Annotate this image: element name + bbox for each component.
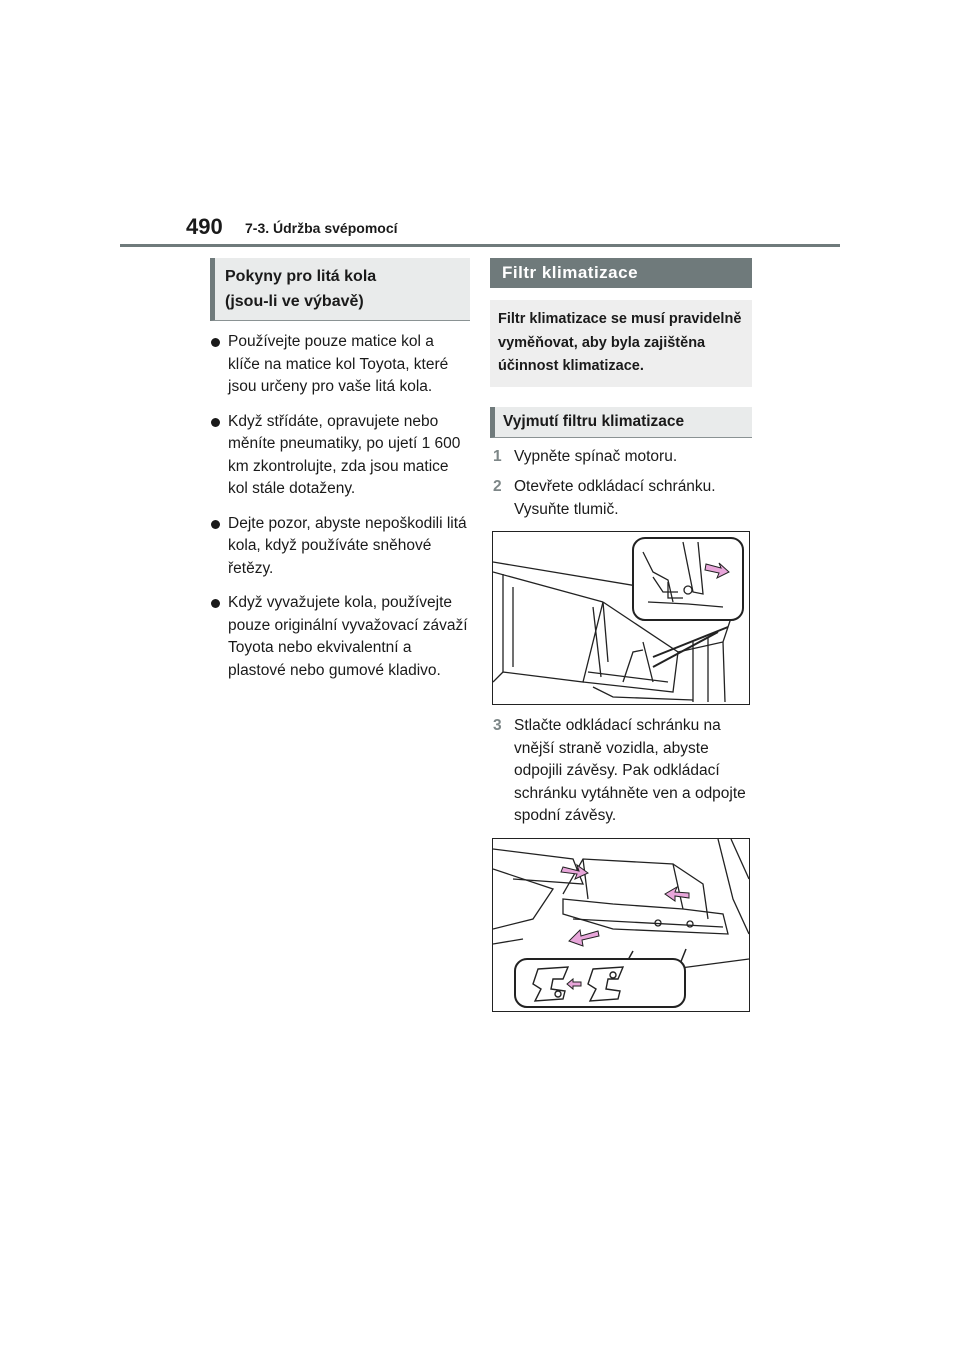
glovebox-removal-illustration <box>492 838 750 1012</box>
steps-list <box>490 446 752 1012</box>
heading-line-2: (jsou-li ve výbavě) <box>225 293 364 310</box>
step-text: Vypněte spínač motoru. <box>514 447 678 465</box>
page-number: 490 <box>186 214 223 239</box>
section-title: 7-3. Údržba svépomocí <box>245 220 398 236</box>
heading-line-1: Pokyny pro litá kola <box>225 268 377 285</box>
bullet-list <box>210 331 470 682</box>
step-item <box>490 476 752 521</box>
step-item <box>490 715 752 828</box>
step-number: 1 <box>493 447 502 465</box>
alloy-wheels-heading <box>210 258 470 321</box>
header-divider <box>120 244 840 247</box>
bullet-item: Používejte pouze matice kol a klíče na matice kol Toyota, které jsou určeny pro vaše litá kola. <box>210 331 470 399</box>
glovebox-damper-illustration <box>492 531 750 705</box>
left-column <box>210 258 470 694</box>
step-text: Otevřete odkládací schránku. Vysuňte tlumič. <box>514 478 716 518</box>
bullet-item: Když střídáte, opravujete nebo měníte pneumatiky, po ujetí 1 600 km zkontrolujte, zda jsou matice kol stále dotaženy. <box>210 411 470 501</box>
remove-filter-heading: Vyjmutí filtru klimatizace <box>490 407 752 438</box>
step-item <box>490 446 752 469</box>
bullet-item: Dejte pozor, abyste nepoškodili litá kola, když používáte sněhové řetězy. <box>210 513 470 581</box>
right-column <box>490 258 752 1022</box>
step-number: 3 <box>493 717 502 734</box>
step-number: 2 <box>493 478 502 495</box>
ac-filter-intro: Filtr klimatizace se musí pravidelně vyměňovat, aby byla zajištěna účinnost klimatizace. <box>490 300 752 387</box>
step-text: Stlačte odkládací schránku na vnější straně vozidla, abyste odpojili závěsy. Pak odkládací schránku vytáhněte ven a odpojte spodní závěsy. <box>514 717 746 824</box>
ac-filter-heading: Filtr klimatizace <box>490 258 752 288</box>
bullet-item: Když vyvažujete kola, používejte pouze originální vyvažovací závaží Toyota nebo ekvivalentní a plastové nebo gumové kladivo. <box>210 592 470 682</box>
